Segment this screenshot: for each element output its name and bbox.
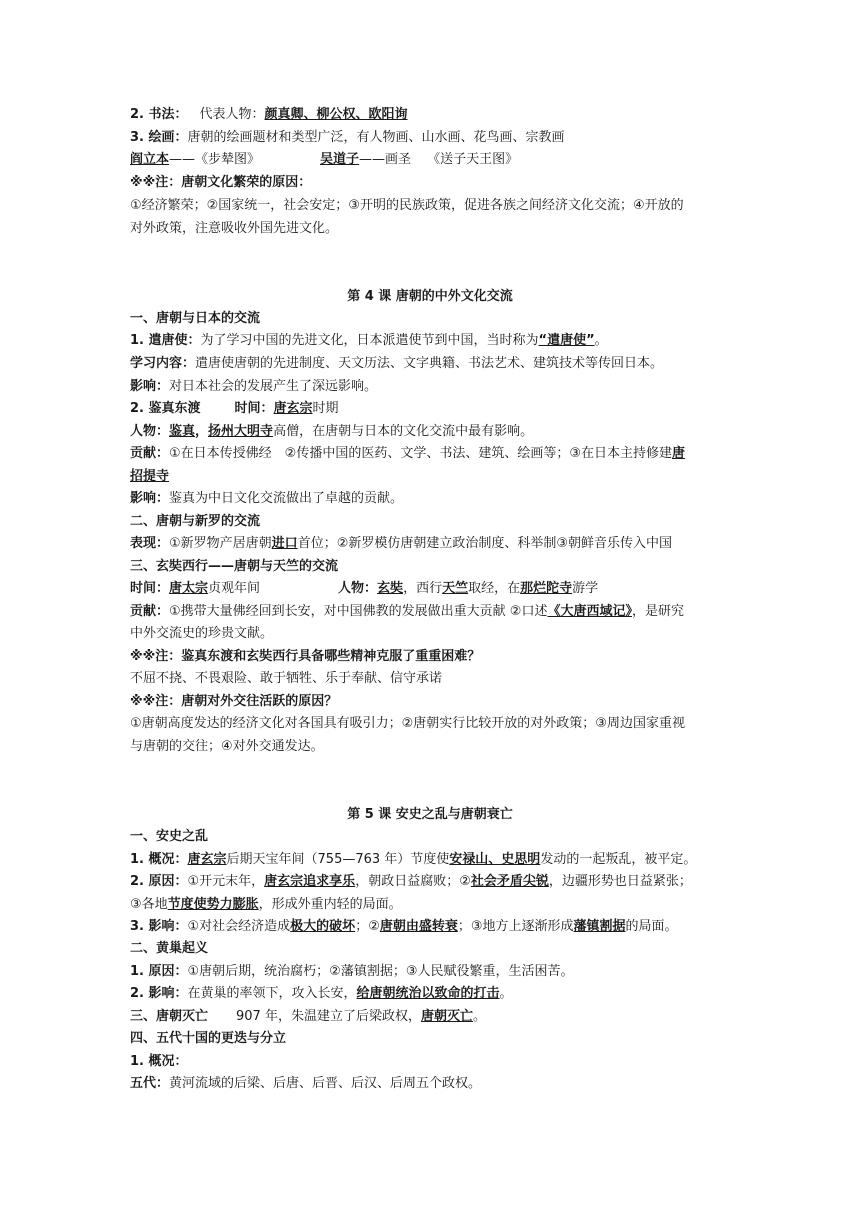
note-text: ※※注：唐朝对外交往活跃的原因？ [130, 694, 338, 709]
lesson-5-title: 第 5 课 安史之乱与唐朝衰亡 [347, 807, 513, 822]
section-heading [130, 308, 740, 330]
paragraph-line [130, 894, 740, 916]
text: ①携带大量佛经回到长安，对中国佛教的发展做出重大贡献 ②口述 [169, 604, 548, 619]
text: 鉴真为中日文化交流做出了卓越的贡献。 [169, 491, 404, 506]
item-label: 人物： [130, 424, 170, 439]
paragraph-line [130, 218, 740, 240]
text: ，朝政日益腐败；② [355, 874, 471, 889]
paragraph-line [130, 916, 740, 938]
heading-text: 二、黄巢起义 [130, 941, 209, 956]
item-label: 2. 书法： [130, 107, 188, 122]
text: 。 [594, 333, 608, 348]
key-term: 进口 [271, 536, 298, 551]
item-label: 3. 影响： [130, 919, 188, 934]
text: 发动的一起叛乱，被平定。 [540, 852, 697, 867]
text: ——画圣 [359, 152, 412, 167]
section-heading [130, 556, 740, 578]
item-label: 2. 鉴真东渡 [130, 401, 201, 416]
text: 贞观年间 [208, 581, 261, 596]
key-term: 吴道子 [320, 152, 360, 167]
key-term: 唐玄宗 [273, 401, 313, 416]
note-heading [130, 691, 740, 713]
paragraph-line [130, 533, 740, 555]
note-heading [130, 646, 740, 668]
item-label: 时间： [234, 401, 274, 416]
item-label: 时间： [130, 581, 170, 596]
item-label: 三、唐朝灭亡 [130, 1009, 209, 1024]
paragraph-line [130, 601, 740, 623]
heading-text: 一、唐朝与日本的交流 [130, 311, 261, 326]
section-heading [130, 511, 740, 533]
paragraph-line [130, 466, 740, 488]
section-heading [130, 1028, 740, 1050]
item-label: 1. 遣唐使： [130, 333, 201, 348]
text: 首位；②新罗模仿唐朝建立政治制度、科举制③朝鲜音乐传入中国 [297, 536, 672, 551]
text: 为了学习中国的先进文化，日本派遣使节到中国，当时称为 [200, 333, 539, 348]
key-term: 那烂陀寺 [520, 581, 573, 596]
key-term: 《大唐西域记》 [547, 604, 632, 619]
text: 。 [472, 1009, 486, 1024]
heading-text: 四、五代十国的更迭与分立 [130, 1031, 287, 1046]
text: 907 年，朱温建立了后梁政权， [236, 1009, 421, 1024]
item-label: 学习内容： [130, 356, 196, 371]
text: ①在日本传授佛经 ②传播中国的医药、文学、书法、建筑、绘画等；③在日本主持修建 [169, 446, 672, 461]
paragraph-line [130, 421, 740, 443]
text: 不屈不挠、不畏艰险、敢于牺牲、乐于奉献、信守承诺 [130, 671, 443, 686]
section-heading [130, 826, 740, 848]
key-term: 安禄山、史思明 [449, 852, 541, 867]
text: ；③地方上逐渐形成 [457, 919, 574, 934]
text: 在黄巢的率领下，攻入长安， [187, 986, 357, 1001]
text: 唐朝的绘画题材和类型广泛，有人物画、山水画、花鸟画、宗教画 [187, 130, 565, 145]
text: ，西行 [403, 581, 443, 596]
key-term: 颜真卿、柳公权、欧阳询 [264, 107, 408, 122]
paragraph-line [130, 983, 740, 1005]
text: ③各地 [130, 897, 168, 912]
paragraph-line [130, 1073, 740, 1095]
text: ， [195, 424, 209, 439]
text: ①对社会经济造成 [187, 919, 291, 934]
note-heading [130, 172, 740, 194]
text: ①新罗物产居唐朝 [169, 536, 272, 551]
text: ，边疆形势也日益紧张； [548, 874, 692, 889]
text: 。 [499, 986, 513, 1001]
text: 中外交流史的珍贵文献。 [130, 626, 274, 641]
text: 高僧，在唐朝与日本的文化交流中最有影响。 [273, 424, 534, 439]
heading-text: 一、安史之乱 [130, 829, 209, 844]
note-text: ※※注：鉴真东渡和玄奘西行具备哪些精神克服了重重困难？ [130, 649, 481, 664]
calligraphy-line [130, 104, 740, 126]
key-term: 唐玄宗 [187, 852, 227, 867]
paragraph-line [130, 195, 740, 217]
text: 《送子天王图》 [427, 152, 519, 167]
text: 黄河流域的后梁、后唐、后晋、后汉、后周五个政权。 [169, 1076, 482, 1091]
text: ——《步辇图》 [169, 152, 261, 167]
item-label: 影响： [130, 491, 170, 506]
item-label: 贡献： [130, 604, 170, 619]
key-term: 扬州大明寺 [208, 424, 274, 439]
paragraph-line [130, 849, 740, 871]
key-term: 唐玄宗追求享乐 [264, 874, 356, 889]
text: 对日本社会的发展产生了深远影响。 [169, 379, 378, 394]
item-label: 影响： [130, 379, 170, 394]
key-term: 鉴真 [169, 424, 196, 439]
key-term: 玄奘 [377, 581, 404, 596]
paragraph-line [130, 443, 740, 465]
text: 时期 [312, 401, 339, 416]
key-term: 唐朝灭亡 [420, 1009, 473, 1024]
paragraph-line [130, 668, 740, 690]
paragraph-line [130, 736, 740, 758]
key-term: “遣唐使” [538, 333, 595, 348]
paragraph-line [130, 488, 740, 510]
text: 取经，在 [468, 581, 521, 596]
key-term: 节度使势力膨胀 [167, 897, 259, 912]
text: ①唐朝后期，统治腐朽；②藩镇割据；③人民赋役繁重，生活困苦。 [187, 964, 574, 979]
heading-text: 二、唐朝与新罗的交流 [130, 514, 261, 529]
paragraph-line [130, 713, 740, 735]
paragraph-line [130, 578, 740, 600]
text: 后期天宝年间（755—763 年）节度使 [226, 852, 450, 867]
item-label: 1. 概况： [130, 852, 188, 867]
text: 对外政策，注意吸收外国先进文化。 [130, 221, 339, 236]
painting-line [130, 127, 740, 149]
lesson-4-title: 第 4 课 唐朝的中外文化交流 [347, 289, 513, 304]
item-label: 1. 原因： [130, 964, 188, 979]
text: ；② [355, 919, 380, 934]
heading-text: 三、玄奘西行——唐朝与天竺的交流 [130, 559, 339, 574]
key-term: 唐 [671, 446, 685, 461]
item-label: 3. 绘画： [130, 130, 188, 145]
text: 与唐朝的交往；④对外交通发达。 [130, 739, 324, 754]
paragraph-line [130, 376, 740, 398]
text: 遣唐使唐朝的先进制度、天文历法、文字典籍、书法艺术、建筑技术等传回日本。 [195, 356, 664, 371]
item-label: 2. 影响： [130, 986, 188, 1001]
key-term: 社会矛盾尖锐 [470, 874, 549, 889]
key-term: 给唐朝统治以致命的打击 [356, 986, 500, 1001]
item-label: 1. 概况： [130, 1054, 188, 1069]
key-term: 藩镇割据 [573, 919, 626, 934]
item-label: 五代： [130, 1076, 170, 1091]
paragraph-line [130, 1006, 740, 1028]
item-label: 贡献： [130, 446, 170, 461]
paragraph-line [130, 398, 740, 420]
text: 代表人物： [199, 107, 265, 122]
text: 游学 [572, 581, 599, 596]
text: ①经济繁荣；②国家统一，社会安定；③开明的民族政策，促进各族之间经济文化交流；④开放的 [130, 198, 684, 213]
paragraph-line [130, 623, 740, 645]
paragraph-line [130, 961, 740, 983]
text: ①开元末年， [187, 874, 265, 889]
key-term: 阎立本 [130, 152, 170, 167]
text: ，形成外重内轻的局面。 [258, 897, 402, 912]
section-heading [130, 938, 740, 960]
text: ①唐朝高度发达的经济文化对各国具有吸引力；②唐朝实行比较开放的对外政策；③周边国家重视 [130, 716, 685, 731]
key-term: 天竺 [442, 581, 469, 596]
key-term: 招提寺 [130, 469, 170, 484]
text: 的局面。 [625, 919, 678, 934]
key-term: 极大的破坏 [290, 919, 356, 934]
key-term: 唐太宗 [169, 581, 209, 596]
paragraph-line [130, 871, 740, 893]
item-label: 人物： [338, 581, 378, 596]
painters-line [130, 149, 740, 171]
text: ，是研究 [631, 604, 684, 619]
paragraph-line [130, 330, 740, 352]
paragraph-line [130, 1051, 740, 1073]
item-label: 2. 原因： [130, 874, 188, 889]
item-label: 表现： [130, 536, 170, 551]
paragraph-line [130, 353, 740, 375]
note-text: ※※注：唐朝文化繁荣的原因： [130, 175, 312, 190]
key-term: 唐朝由盛转衰 [379, 919, 458, 934]
